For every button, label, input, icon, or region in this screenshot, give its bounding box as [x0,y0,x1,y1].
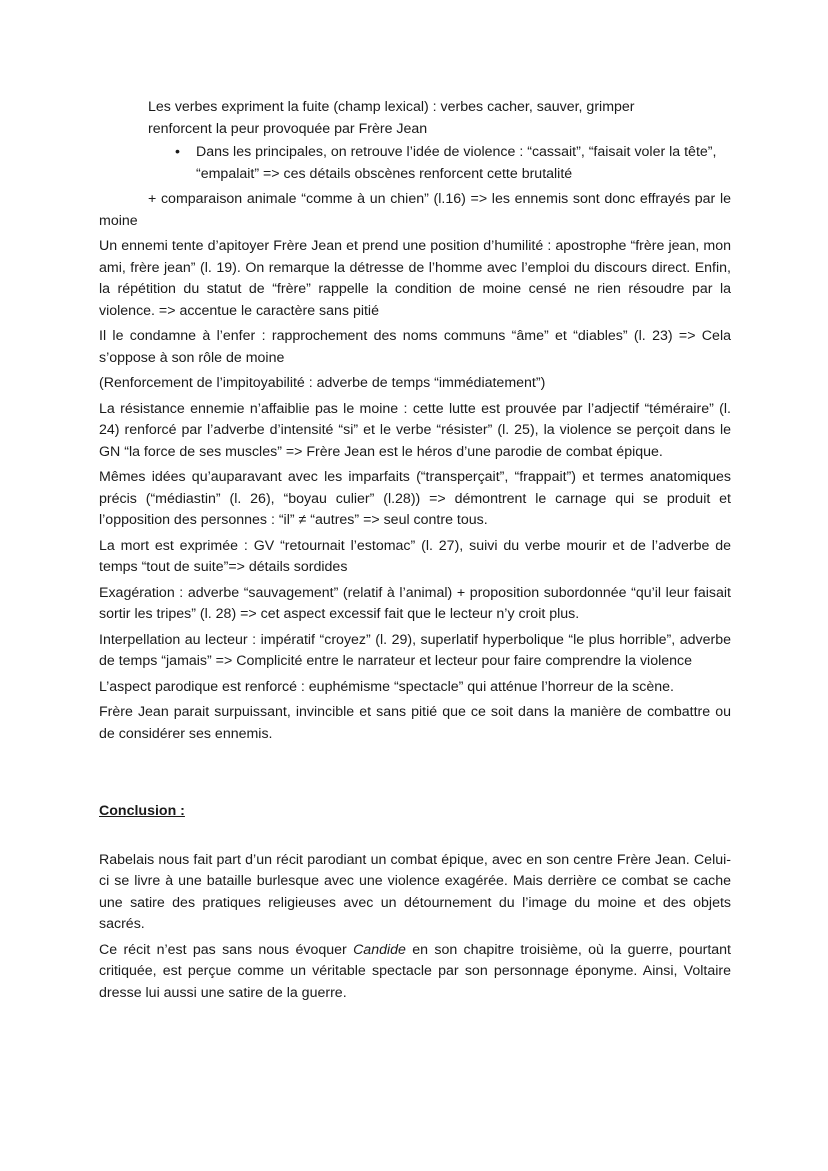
conclusion-paragraph-1: Rabelais nous fait part d’un récit parodiant un combat épique, avec en son centre Frère Jean. Celui-ci se livre à une bataille burlesque avec une violence exagérée. Mais derrière ce combat se cache une satire des pratiques religieuses avec un détournement du l’image du moine et des objets sacrés. [99,851,731,932]
paragraph-apitoyer: Un ennemi tente d’apitoyer Frère Jean et prend une position d’humilité : apostrophe “frère jean, mon ami, frère jean” (l. 19). On remarque la détresse de l’homme avec l’emploi du discours direct. Enfin, la répétition du statut de “frère” rappelle la condition de moine censé ne rien résoudre par la violence. => accentue le caractère sans pitié [99,238,731,319]
comparison-paragraph: + comparaison animale “comme à un chien” (l.16) => les ennemis sont donc effrayés par le moine [99,191,731,229]
verbs-line-1: Les verbes expriment la fuite (champ lexical) : verbes cacher, sauver, grimper [148,99,635,115]
verbs-line-2: renforcent la peur provoquée par Frère Jean [148,120,428,137]
conclusion-p2-before: Ce récit n’est pas sans nous évoquer [99,941,354,958]
candide-title: Candide [353,941,406,958]
conclusion-paragraph-2 [99,940,731,1005]
paragraph-parodique: L’aspect parodique est renforcé : euphémisme “spectacle” qui atténue l’horreur de la scène. [99,678,674,695]
heading-spacer [99,823,731,850]
paragraph-enfer: Il le condamne à l’enfer : rapprochement des noms communs “âme” et “diables” (l. 23) => Cela s’oppose à son rôle de moine [99,328,731,366]
paragraph-exageration: Exagération : adverbe “sauvagement” (relatif à l’animal) + proposition subordonnée “qu’il leur faisait sortir les tripes” (l. 28) => cet aspect excessif fait que le lecteur n’y croit plus. [99,584,731,622]
bullet-item [175,142,731,185]
paragraph-frere-jean: Frère Jean parait surpuissant, invincible et sans pitié que ce soit dans la manière de combattre ou de considérer ses ennemis. [99,704,731,742]
verbs-paragraph [148,97,731,140]
paragraph-imparfaits: Mêmes idées qu’auparavant avec les imparfaits (“transperçait”, “frappait”) et termes anatomiques précis (“médiastin” (l. 26), “boyau culier” (l.28)) => démontrent le carnage qui se produit et l’opposition des personnes : “il” ≠ “autres” => seul contre tous. [99,469,731,528]
document-body [99,97,731,1008]
paragraph-impitoyabilite: (Renforcement de l’impitoyabilité : adverbe de temps “immédiatement”) [99,375,546,391]
bullet-icon: • [175,144,180,160]
bullet-text: Dans les principales, on retrouve l’idée de violence : “cassait”, “faisait voler la tête”, “empalait” => ces détails obscènes renforcent cette brutalité [196,144,717,182]
conclusion-p2-after: en son chapitre troisième, où la guerre, pourtant critiquée, est perçue comme un véritable spectacle par son personnage éponyme. Ainsi, Voltaire dresse lui aussi une satire de la guerre. [99,941,731,1001]
section-spacer [99,749,731,801]
paragraph-interpellation: Interpellation au lecteur : impératif “croyez” (l. 29), superlatif hyperbolique “le plus horrible”, adverbe de temps “jamais” => Complicité entre le narrateur et lecteur pour faire comprendre la violence [99,631,731,669]
paragraph-resistance: La résistance ennemie n’affaiblie pas le moine : cette lutte est prouvée par l’adjectif “téméraire” (l. 24) renforcé par l’adverbe d’intensité “si” et le verbe “résister” (l. 25), la violence se perçoit dans le GN “la force de ses muscles” => Frère Jean est le héros d’une parodie de combat épique. [99,400,731,460]
paragraph-mort: La mort est exprimée : GV “retournait l’estomac” (l. 27), suivi du verbe mourir et de l’adverbe de temps “tout de suite”=> détails sordides [99,537,731,575]
conclusion-heading: Conclusion : [99,803,185,819]
